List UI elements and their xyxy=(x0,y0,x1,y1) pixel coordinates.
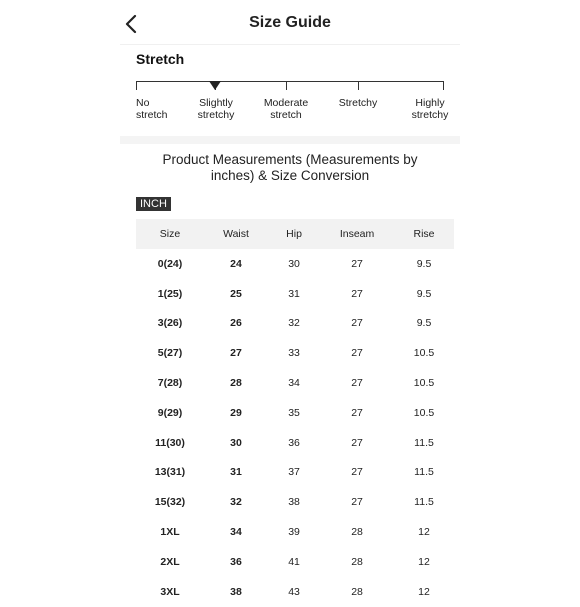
table-row xyxy=(136,458,454,488)
stretch-level-moderate-stretch: Moderate stretch xyxy=(263,97,309,121)
scale-tick xyxy=(286,81,287,90)
cell-waist: 28 xyxy=(230,377,242,390)
table-row xyxy=(136,428,454,458)
scale-tick xyxy=(358,81,359,90)
cell-rise: 12 xyxy=(418,555,430,568)
cell-inseam: 27 xyxy=(351,347,363,360)
cell-inseam: 28 xyxy=(351,526,363,539)
cell-size: 3XL xyxy=(160,585,180,598)
cell-waist: 25 xyxy=(230,287,242,300)
column-header-size: Size xyxy=(136,219,204,249)
cell-waist: 31 xyxy=(230,466,242,479)
cell-rise: 12 xyxy=(418,585,430,598)
cell-hip: 36 xyxy=(288,436,300,449)
cell-waist: 30 xyxy=(230,436,242,449)
cell-rise: 10.5 xyxy=(413,377,435,390)
selected-level-marker xyxy=(209,81,221,90)
cell-inseam: 27 xyxy=(351,377,363,390)
cell-waist: 32 xyxy=(230,496,242,509)
cell-hip: 30 xyxy=(288,257,300,270)
cell-inseam: 27 xyxy=(351,257,363,270)
cell-size: 1XL xyxy=(160,526,180,539)
cell-hip: 38 xyxy=(288,496,300,509)
cell-waist: 29 xyxy=(230,406,242,419)
table-row xyxy=(136,279,454,309)
cell-inseam: 27 xyxy=(351,317,363,330)
cell-size: 11(30) xyxy=(155,436,185,449)
stretch-level-stretchy: Stretchy xyxy=(338,97,378,109)
cell-inseam: 27 xyxy=(351,496,363,509)
cell-size: 2XL xyxy=(160,555,180,568)
cell-waist: 34 xyxy=(230,526,242,539)
cell-rise: 10.5 xyxy=(413,347,435,360)
cell-hip: 33 xyxy=(288,347,300,360)
section-divider xyxy=(120,136,460,144)
cell-hip: 35 xyxy=(288,406,300,419)
cell-inseam: 28 xyxy=(351,555,363,568)
table-row xyxy=(136,309,454,339)
cell-rise: 9.5 xyxy=(416,317,432,330)
cell-size: 1(25) xyxy=(157,287,183,300)
stretch-level-slightly-stretchy: Slightly stretchy xyxy=(197,97,235,121)
cell-waist: 26 xyxy=(230,317,242,330)
cell-waist: 27 xyxy=(230,347,242,360)
stretch-scale-line xyxy=(136,81,444,82)
stretch-level-no-stretch: No stretch xyxy=(136,97,168,121)
stretch-level-highly-stretchy: Highly stretchy xyxy=(411,97,449,121)
column-header-hip: Hip xyxy=(268,219,320,249)
cell-rise: 11.5 xyxy=(414,466,434,479)
table-row xyxy=(136,577,454,607)
cell-size: 5(27) xyxy=(157,347,183,360)
stretch-title: Stretch xyxy=(136,51,185,67)
cell-hip: 41 xyxy=(288,555,300,568)
scale-tick xyxy=(443,81,444,90)
stretch-section xyxy=(120,44,460,137)
cell-size: 0(24) xyxy=(157,257,183,270)
cell-rise: 9.5 xyxy=(416,287,432,300)
cell-hip: 31 xyxy=(288,287,300,300)
column-header-inseam: Inseam xyxy=(320,219,394,249)
scale-tick xyxy=(136,81,137,90)
table-row xyxy=(136,368,454,398)
cell-size: 13(31) xyxy=(154,466,186,479)
cell-rise: 11.5 xyxy=(414,436,434,449)
cell-rise: 9.5 xyxy=(416,257,432,270)
cell-waist: 38 xyxy=(230,585,242,598)
cell-waist: 36 xyxy=(230,555,242,568)
column-header-rise: Rise xyxy=(394,219,454,249)
table-row xyxy=(136,547,454,577)
column-header-waist: Waist xyxy=(204,219,268,249)
size-table xyxy=(136,219,454,607)
page-title: Size Guide xyxy=(249,14,331,31)
measurements-title: Product Measurements (Measurements by inches) & Size Conversion xyxy=(162,152,418,183)
cell-waist: 24 xyxy=(230,257,242,270)
cell-size: 7(28) xyxy=(157,377,183,390)
table-row xyxy=(136,517,454,547)
cell-inseam: 27 xyxy=(351,466,363,479)
size-guide-screen xyxy=(120,0,460,598)
header-bar xyxy=(120,0,460,44)
table-row xyxy=(136,398,454,428)
cell-inseam: 27 xyxy=(351,436,363,449)
table-header-row xyxy=(136,219,454,249)
cell-hip: 43 xyxy=(288,585,300,598)
table-row xyxy=(136,249,454,279)
cell-rise: 11.5 xyxy=(414,496,434,509)
cell-rise: 10.5 xyxy=(413,406,435,419)
cell-inseam: 28 xyxy=(351,585,363,598)
table-row xyxy=(136,338,454,368)
cell-size: 3(26) xyxy=(157,317,183,330)
cell-hip: 34 xyxy=(288,377,300,390)
cell-inseam: 27 xyxy=(351,287,363,300)
cell-hip: 32 xyxy=(288,317,300,330)
size-table-body xyxy=(136,249,454,607)
cell-hip: 39 xyxy=(288,526,300,539)
cell-size: 15(32) xyxy=(154,496,186,509)
cell-hip: 37 xyxy=(288,466,300,479)
cell-size: 9(29) xyxy=(157,406,183,419)
table-row xyxy=(136,487,454,517)
unit-tag[interactable]: INCH xyxy=(136,197,171,211)
cell-rise: 12 xyxy=(418,526,430,539)
cell-inseam: 27 xyxy=(351,406,363,419)
